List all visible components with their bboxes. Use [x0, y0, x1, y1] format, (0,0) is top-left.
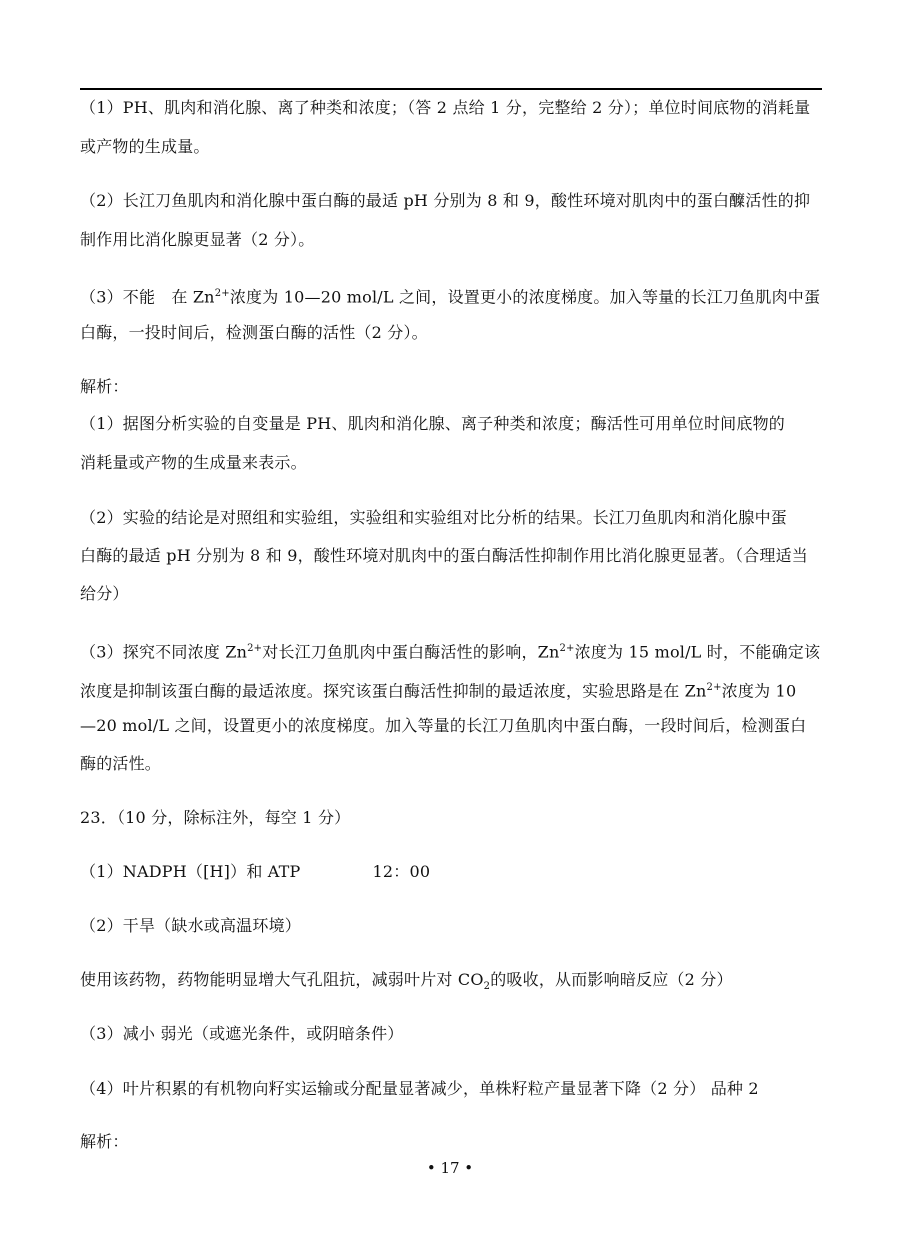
q23-answer-3: （3）减小 弱光（或遮光条件，或阴暗条件）	[80, 1024, 404, 1043]
q23-answer-4: （4）叶片积累的有机物向籽实运输或分配量显著减少，单株籽粒产量显著下降（2 分） 品种 2	[80, 1079, 759, 1098]
zn-charge: 2+	[247, 643, 263, 654]
analysis-line-3-mid: 对长江刀鱼肌肉中蛋白酶活性的影响，Zn	[262, 642, 560, 662]
zn-charge: 2+	[706, 682, 722, 693]
question-23-heading: 23．（10 分，除标注外，每空 1 分）	[80, 808, 351, 827]
q23-answer-1-time: 12：00	[372, 862, 431, 881]
answer-line-2-cont: 制作用比消化腺更显著（2 分）。	[80, 230, 315, 249]
zn-charge: 2+	[559, 643, 575, 654]
analysis-line-1-cont: 消耗量或产物的生成量来表示。	[80, 453, 307, 472]
analysis-heading-2: 解析：	[80, 1132, 129, 1151]
page-number: • 17 •	[426, 1159, 474, 1177]
q23-answer-2-detail-pre: 使用该药物，药物能明显增大气孔阻抗，减弱叶片对 CO	[80, 970, 484, 989]
answer-line-1-cont: 或产物的生成量。	[80, 137, 210, 156]
analysis-line-3-post: 浓度为 15 mol/L 时，不能确定该	[574, 642, 821, 662]
analysis-line-2: （2）实验的结论是对照组和实验组，实验组和实验组对比分析的结果。长江刀鱼肌肉和消化腺中蛋	[80, 508, 787, 527]
analysis-line-2-cont: 白酶的最适 pH 分别为 8 和 9，酸性环境对肌肉中的蛋白酶活性抑制作用比消化腺更显著。（合理适当	[80, 546, 808, 565]
analysis-line-3-cont-post: 浓度为 10	[721, 681, 797, 701]
analysis-line-2-end: 给分）	[80, 584, 129, 603]
q23-answer-2-detail	[80, 969, 822, 998]
q23-answer-1-pre: （1）NADPH（[H]）和 ATP	[80, 862, 301, 881]
q23-answer-2: （2）干旱（缺水或高温环境）	[80, 916, 301, 935]
analysis-line-3-cont2: —20 mol/L 之间，设置更小的浓度梯度。加入等量的长江刀鱼肌肉中蛋白酶，一段时间后，检测蛋白	[80, 716, 807, 735]
answer-line-3	[80, 283, 822, 308]
answer-line-2: （2）长江刀鱼肌肉和消化腺中蛋白酶的最适 pH 分别为 8 和 9，酸性环境对肌肉中的蛋白醾活性的抑	[80, 191, 811, 210]
answer-line-3-pre: （3）不能 在 Zn	[80, 287, 215, 307]
analysis-line-1: （1）据图分析实验的自变量是 PH、肌肉和消化腺、离子种类和浓度；酶活性可用单位时间底物的	[80, 414, 785, 433]
answer-line-1: （1）PH、肌肉和消化腺、离了种类和浓度；（答 2 点给 1 分，完整给 2 分）；单位时间底物的消耗量	[80, 98, 811, 117]
q23-answer-1	[80, 861, 822, 883]
analysis-line-3-end: 酶的活性。	[80, 754, 162, 773]
analysis-line-3-cont-pre: 浓度是抑制该蛋白酶的最适浓度。探究该蛋白酶活性抑制的最适浓度，实验思路是在 Zn	[80, 681, 707, 701]
analysis-line-3-cont	[80, 677, 822, 702]
analysis-line-3	[80, 638, 822, 663]
q23-answer-2-detail-post: 的吸收，从而影响暗反应（2 分）	[490, 970, 733, 989]
co2-subscript: 2	[483, 981, 491, 993]
analysis-heading: 解析：	[80, 377, 129, 396]
header-rule	[80, 88, 822, 90]
answer-line-3-post: 浓度为 10—20 mol/L 之间，设置更小的浓度梯度。加入等量的长江刀鱼肌肉中蛋	[229, 287, 821, 307]
zn-charge: 2+	[214, 288, 230, 299]
answer-line-3-cont: 白酶，一投时间后，检测蛋白酶的活性（2 分）。	[80, 323, 428, 342]
analysis-line-3-pre: （3）探究不同浓度 Zn	[80, 642, 248, 662]
